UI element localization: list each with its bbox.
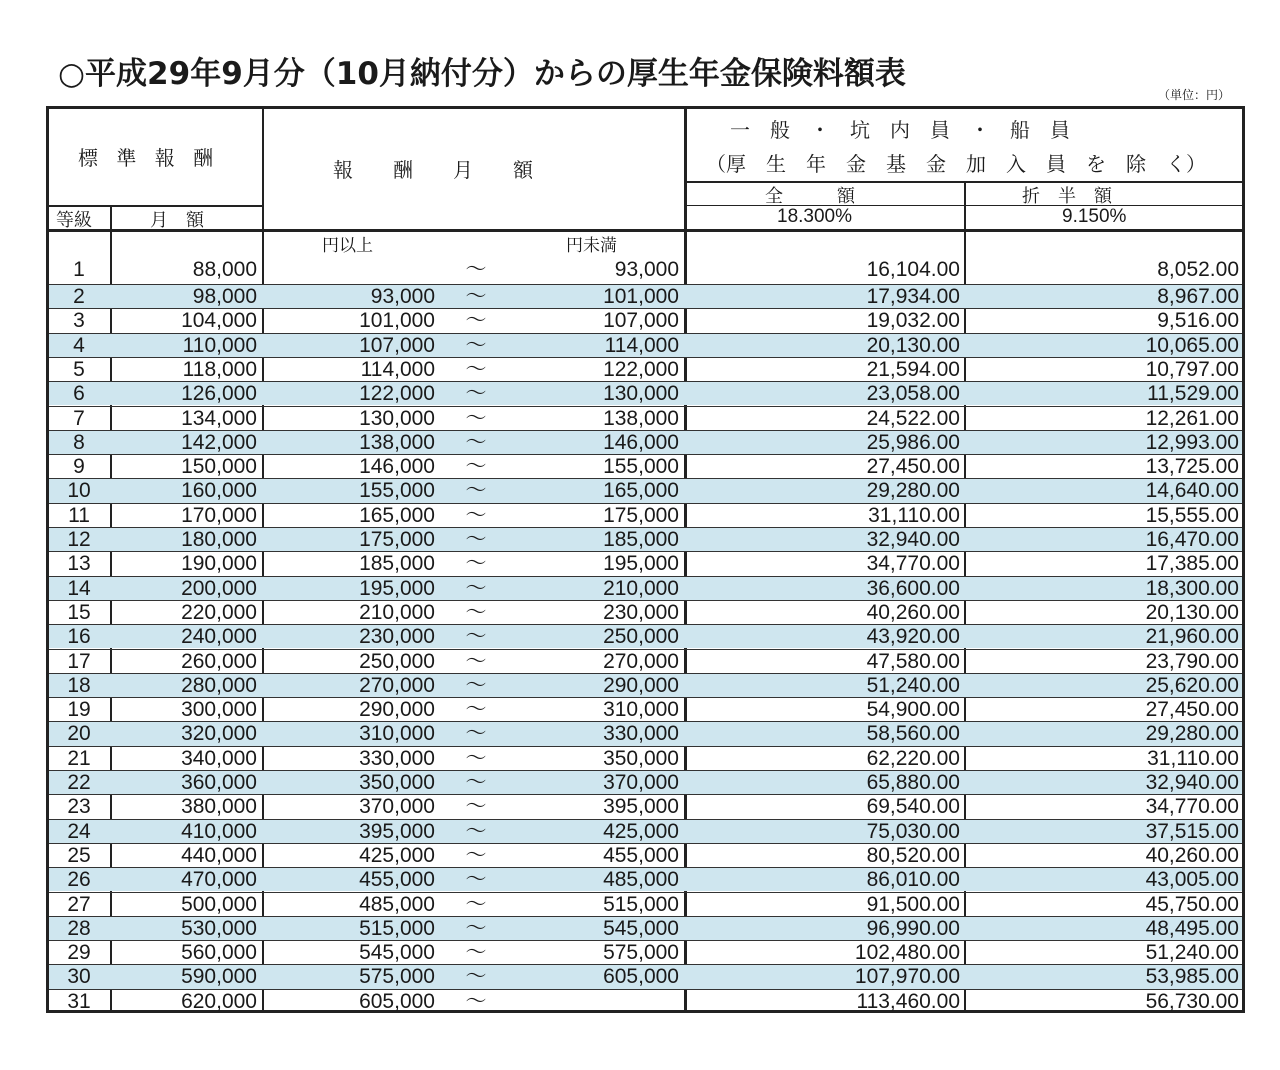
- full-amount-cell: 31,110.00: [868, 503, 960, 527]
- from-cell: 165,000: [359, 503, 435, 527]
- table-row: [49, 406, 1242, 430]
- grade-cell: 19: [67, 698, 91, 722]
- to-cell: 515,000: [603, 892, 679, 916]
- full-amount-cell: 69,540.00: [866, 795, 960, 819]
- from-cell: [263, 258, 435, 282]
- grade-cell: 30: [67, 965, 91, 989]
- full-amount-cell: 80,520.00: [866, 843, 960, 867]
- full-amount-cell: 47,580.00: [866, 649, 960, 673]
- from-cell: 425,000: [359, 843, 435, 867]
- full-amount-cell: 54,900.00: [866, 698, 960, 722]
- table-row: [49, 746, 1242, 770]
- grade-cell: 20: [67, 722, 91, 746]
- tilde-cell: ～: [465, 309, 487, 333]
- tilde-cell: ～: [465, 916, 487, 940]
- table-row: [49, 794, 1242, 818]
- from-cell: 370,000: [359, 795, 435, 819]
- half-amount-cell: 23,790.00: [1145, 649, 1239, 673]
- table-row: [49, 576, 1242, 600]
- half-amount-cell: 8,967.00: [1157, 285, 1239, 308]
- from-cell: 395,000: [359, 819, 435, 843]
- from-cell: 310,000: [359, 722, 435, 746]
- table-row: [49, 940, 1242, 964]
- monthly-cell: 126,000: [181, 382, 257, 406]
- tilde-cell: ～: [465, 503, 487, 527]
- full-amount-cell: 96,990.00: [866, 916, 960, 940]
- header-grade: 等級: [56, 210, 92, 231]
- tilde-cell: ～: [465, 455, 487, 479]
- half-amount-cell: 10,065.00: [1145, 333, 1239, 357]
- full-amount-cell: 102,480.00: [854, 941, 960, 965]
- monthly-cell: 320,000: [181, 722, 257, 746]
- grade-cell: 11: [68, 503, 90, 527]
- tilde-cell: ～: [465, 673, 487, 697]
- tilde-cell: ～: [465, 795, 487, 819]
- grade-cell: 27: [67, 892, 91, 916]
- full-amount-cell: 17,934.00: [866, 285, 960, 308]
- to-cell: 290,000: [603, 673, 679, 697]
- to-cell: 270,000: [603, 649, 679, 673]
- table-row: [49, 600, 1242, 624]
- to-cell: 395,000: [603, 795, 679, 819]
- grade-cell: 15: [67, 600, 91, 624]
- to-cell: 138,000: [603, 406, 679, 430]
- full-amount-cell: 29,280.00: [866, 479, 960, 503]
- table-row: [49, 624, 1242, 648]
- tilde-cell: ～: [465, 698, 487, 722]
- from-cell: 146,000: [359, 455, 435, 479]
- monthly-cell: 410,000: [181, 819, 257, 843]
- half-amount-cell: 37,515.00: [1145, 819, 1239, 843]
- monthly-cell: 380,000: [181, 795, 257, 819]
- full-amount-cell: 107,970.00: [854, 965, 960, 989]
- to-cell: 101,000: [603, 285, 679, 308]
- to-cell: 425,000: [603, 819, 679, 843]
- monthly-cell: 300,000: [181, 698, 257, 722]
- to-cell: 122,000: [603, 357, 679, 381]
- monthly-cell: 360,000: [181, 771, 257, 794]
- to-cell: 175,000: [603, 503, 679, 527]
- full-amount-cell: 16,104.00: [866, 258, 960, 281]
- monthly-cell: 170,000: [181, 503, 257, 527]
- tilde-cell: ～: [465, 528, 487, 551]
- to-cell: 350,000: [603, 746, 679, 770]
- to-cell: 455,000: [603, 843, 679, 867]
- to-cell: 93,000: [614, 258, 679, 281]
- table-row: [49, 649, 1242, 673]
- half-amount-cell: 9,516.00: [1157, 309, 1239, 333]
- tilde-cell: ～: [465, 843, 487, 867]
- half-amount-cell: 10,797.00: [1145, 357, 1239, 381]
- monthly-cell: 260,000: [181, 649, 257, 673]
- grade-cell: 24: [67, 819, 91, 843]
- monthly-cell: 590,000: [181, 965, 257, 989]
- full-amount-cell: 51,240.00: [866, 673, 960, 697]
- table-row: [49, 258, 1242, 282]
- grade-cell: 4: [73, 333, 85, 357]
- from-cell: 270,000: [359, 673, 435, 697]
- full-amount-cell: 24,522.00: [866, 406, 960, 430]
- divider: [262, 109, 264, 229]
- from-cell: 195,000: [359, 576, 435, 600]
- tilde-cell: ～: [465, 819, 487, 843]
- monthly-cell: 134,000: [181, 406, 257, 430]
- grade-cell: 21: [67, 746, 91, 770]
- half-amount-cell: 27,450.00: [1145, 698, 1239, 722]
- tilde-cell: ～: [465, 989, 487, 1013]
- full-amount-cell: 32,940.00: [866, 528, 960, 551]
- grade-cell: 5: [73, 357, 85, 381]
- table-row: [49, 916, 1242, 940]
- half-amount-cell: 31,110.00: [1147, 746, 1239, 770]
- half-amount-cell: 43,005.00: [1145, 868, 1239, 892]
- from-cell: 230,000: [359, 625, 435, 649]
- tilde-cell: ～: [465, 357, 487, 381]
- half-amount-cell: 20,130.00: [1145, 600, 1239, 624]
- from-cell: 575,000: [359, 965, 435, 989]
- table-row: [49, 964, 1242, 988]
- monthly-cell: 160,000: [181, 479, 257, 503]
- monthly-cell: 280,000: [181, 673, 257, 697]
- to-cell: 330,000: [603, 722, 679, 746]
- monthly-cell: 190,000: [181, 552, 257, 576]
- grade-cell: 2: [73, 285, 85, 308]
- monthly-cell: 240,000: [181, 625, 257, 649]
- half-amount-cell: 32,940.00: [1145, 771, 1239, 794]
- full-amount-cell: 43,920.00: [866, 625, 960, 649]
- half-amount-cell: 15,555.00: [1145, 503, 1239, 527]
- to-label: 円未満: [566, 236, 617, 256]
- divider: [49, 229, 1242, 232]
- table-row: [49, 843, 1242, 867]
- half-amount-cell: 29,280.00: [1145, 722, 1239, 746]
- from-cell: 485,000: [359, 892, 435, 916]
- to-cell: 155,000: [603, 455, 679, 479]
- grade-cell: 13: [67, 552, 91, 576]
- table-row: [49, 381, 1242, 405]
- half-amount-cell: 21,960.00: [1145, 625, 1239, 649]
- from-cell: 545,000: [359, 941, 435, 965]
- grade-cell: 18: [67, 673, 91, 697]
- half-amount-cell: 16,470.00: [1145, 528, 1239, 551]
- tilde-cell: ～: [465, 479, 487, 503]
- tilde-cell: ～: [465, 892, 487, 916]
- grade-cell: 25: [67, 843, 91, 867]
- half-amount-cell: 40,260.00: [1145, 843, 1239, 867]
- half-amount-cell: 8,052.00: [1157, 258, 1239, 281]
- grade-cell: 28: [67, 916, 91, 940]
- monthly-cell: 560,000: [181, 941, 257, 965]
- tilde-cell: ～: [465, 382, 487, 406]
- monthly-cell: 142,000: [181, 430, 257, 454]
- to-cell: 114,000: [604, 333, 679, 357]
- table-row: [49, 673, 1242, 697]
- monthly-cell: 180,000: [181, 528, 257, 551]
- tilde-cell: ～: [465, 600, 487, 624]
- grade-cell: 17: [67, 649, 91, 673]
- tilde-cell: ～: [465, 285, 487, 308]
- to-cell: 575,000: [603, 941, 679, 965]
- table-row: [49, 454, 1242, 478]
- full-amount-cell: 62,220.00: [866, 746, 960, 770]
- tilde-cell: ～: [465, 406, 487, 430]
- grade-cell: 14: [67, 576, 91, 600]
- table-row: [49, 430, 1242, 454]
- monthly-cell: 110,000: [182, 333, 257, 357]
- table-row: [49, 478, 1242, 502]
- table-row: [49, 892, 1242, 916]
- tilde-cell: ～: [465, 722, 487, 746]
- table-row: [49, 357, 1242, 381]
- from-cell: 114,000: [360, 357, 435, 381]
- full-amount-cell: 86,010.00: [866, 868, 960, 892]
- table-row: [49, 527, 1242, 551]
- full-amount-cell: 19,032.00: [866, 309, 960, 333]
- full-amount-cell: 65,880.00: [866, 771, 960, 794]
- tilde-cell: ～: [465, 941, 487, 965]
- from-label: 円以上: [322, 236, 373, 256]
- to-cell: 146,000: [603, 430, 679, 454]
- monthly-cell: 200,000: [181, 576, 257, 600]
- from-cell: 290,000: [359, 698, 435, 722]
- tilde-cell: ～: [465, 771, 487, 794]
- table-row: [49, 867, 1242, 891]
- from-cell: 101,000: [359, 309, 435, 333]
- from-cell: 605,000: [359, 989, 435, 1013]
- header-standard-remuneration: 標 準 報 酬: [78, 146, 220, 170]
- to-cell: 210,000: [603, 576, 679, 600]
- full-amount-cell: 40,260.00: [866, 600, 960, 624]
- tilde-cell: ～: [465, 552, 487, 576]
- half-amount-cell: 13,725.00: [1145, 455, 1239, 479]
- from-cell: 210,000: [359, 600, 435, 624]
- to-cell: 195,000: [603, 552, 679, 576]
- table-row: [49, 551, 1242, 575]
- half-amount-cell: 53,985.00: [1145, 965, 1239, 989]
- table-row: [49, 308, 1242, 332]
- half-amount-cell: 11,529.00: [1147, 382, 1239, 406]
- from-cell: 350,000: [359, 771, 435, 794]
- grade-cell: 12: [67, 528, 91, 551]
- monthly-cell: 500,000: [181, 892, 257, 916]
- tilde-cell: ～: [465, 868, 487, 892]
- to-cell: 250,000: [603, 625, 679, 649]
- header-general-line2: （厚 生 年 金 基 金 加 入 員 を 除 く）: [706, 152, 1206, 176]
- header-half-amount: 折 半 額: [1022, 186, 1112, 207]
- from-cell: 107,000: [359, 333, 435, 357]
- half-amount-cell: 25,620.00: [1145, 673, 1239, 697]
- full-amount-cell: 27,450.00: [866, 455, 960, 479]
- table-row: [49, 697, 1242, 721]
- monthly-cell: 98,000: [192, 285, 257, 308]
- grade-cell: 1: [73, 258, 85, 281]
- half-amount-cell: 12,993.00: [1145, 430, 1239, 454]
- tilde-cell: ～: [465, 746, 487, 770]
- header-half-rate: 9.150%: [1062, 206, 1127, 227]
- from-cell: 515,000: [359, 916, 435, 940]
- tilde-cell: ～: [465, 649, 487, 673]
- grade-cell: 29: [67, 941, 91, 965]
- table-row: [49, 284, 1242, 308]
- header-remuneration-monthly: 報 酬 月 額: [333, 158, 533, 182]
- grade-cell: 6: [73, 382, 85, 406]
- from-cell: 250,000: [359, 649, 435, 673]
- to-cell: 370,000: [603, 771, 679, 794]
- grade-cell: 3: [73, 309, 85, 333]
- full-amount-cell: 91,500.00: [866, 892, 960, 916]
- grade-cell: 7: [73, 406, 85, 430]
- grade-cell: 23: [67, 795, 91, 819]
- table-row: [49, 333, 1242, 357]
- full-amount-cell: 113,460.00: [856, 989, 960, 1013]
- full-amount-cell: 75,030.00: [866, 819, 960, 843]
- unit-note: （単位：円）: [1158, 88, 1231, 102]
- grade-cell: 16: [67, 625, 91, 649]
- to-cell: 230,000: [603, 600, 679, 624]
- tilde-cell: ～: [465, 625, 487, 649]
- tilde-cell: ～: [465, 965, 487, 989]
- monthly-cell: 104,000: [181, 309, 257, 333]
- monthly-cell: 118,000: [182, 357, 257, 381]
- to-cell: 185,000: [603, 528, 679, 551]
- tilde-cell: ～: [465, 576, 487, 600]
- half-amount-cell: 45,750.00: [1145, 892, 1239, 916]
- full-amount-cell: 58,560.00: [866, 722, 960, 746]
- full-amount-cell: 21,594.00: [866, 357, 960, 381]
- header-monthly: 月 額: [150, 210, 204, 231]
- half-amount-cell: 34,770.00: [1145, 795, 1239, 819]
- tilde-cell: ～: [465, 430, 487, 454]
- to-cell: 107,000: [603, 309, 679, 333]
- grade-cell: 8: [73, 430, 85, 454]
- to-cell: 545,000: [603, 916, 679, 940]
- table-row: [49, 989, 1242, 1013]
- from-cell: 155,000: [359, 479, 435, 503]
- full-amount-cell: 36,600.00: [866, 576, 960, 600]
- to-cell: [503, 990, 679, 1014]
- from-cell: 130,000: [359, 406, 435, 430]
- half-amount-cell: 17,385.00: [1145, 552, 1239, 576]
- tilde-cell: ～: [465, 258, 487, 281]
- grade-cell: 22: [67, 771, 91, 794]
- half-amount-cell: 48,495.00: [1145, 916, 1239, 940]
- grade-cell: 9: [73, 455, 85, 479]
- table-row: [49, 503, 1242, 527]
- full-amount-cell: 34,770.00: [866, 552, 960, 576]
- full-amount-cell: 25,986.00: [866, 430, 960, 454]
- header-full-amount: 全 額: [765, 186, 855, 207]
- grade-cell: 31: [67, 989, 91, 1013]
- monthly-cell: 530,000: [181, 916, 257, 940]
- half-amount-cell: 18,300.00: [1145, 576, 1239, 600]
- to-cell: 130,000: [603, 382, 679, 406]
- from-cell: 455,000: [359, 868, 435, 892]
- from-cell: 93,000: [370, 285, 435, 308]
- header-general-line1: 一 般 ・ 坑 内 員 ・ 船 員: [730, 118, 1070, 142]
- from-cell: 330,000: [359, 746, 435, 770]
- grade-cell: 26: [67, 868, 91, 892]
- half-amount-cell: 12,261.00: [1145, 406, 1239, 430]
- from-cell: 185,000: [359, 552, 435, 576]
- to-cell: 605,000: [603, 965, 679, 989]
- header-full-rate: 18.300%: [777, 206, 853, 227]
- from-cell: 138,000: [359, 430, 435, 454]
- monthly-cell: 340,000: [181, 746, 257, 770]
- monthly-cell: 220,000: [181, 600, 257, 624]
- to-cell: 310,000: [603, 698, 679, 722]
- half-amount-cell: 51,240.00: [1145, 941, 1239, 965]
- table-row: [49, 770, 1242, 794]
- monthly-cell: 150,000: [181, 455, 257, 479]
- monthly-cell: 88,000: [192, 258, 257, 281]
- full-amount-cell: 20,130.00: [866, 333, 960, 357]
- monthly-cell: 470,000: [181, 868, 257, 892]
- monthly-cell: 440,000: [181, 843, 257, 867]
- tilde-cell: ～: [465, 333, 487, 357]
- from-cell: 175,000: [359, 528, 435, 551]
- half-amount-cell: 14,640.00: [1145, 479, 1239, 503]
- monthly-cell: 620,000: [181, 989, 257, 1013]
- page-title: ○平成29年9月分（10月納付分）からの厚生年金保険料額表: [58, 56, 906, 92]
- table-row: [49, 721, 1242, 745]
- to-cell: 165,000: [603, 479, 679, 503]
- half-amount-cell: 56,730.00: [1145, 989, 1239, 1013]
- from-cell: 122,000: [359, 382, 435, 406]
- table-row: [49, 819, 1242, 843]
- grade-cell: 10: [67, 479, 91, 503]
- to-cell: 485,000: [603, 868, 679, 892]
- full-amount-cell: 23,058.00: [866, 382, 960, 406]
